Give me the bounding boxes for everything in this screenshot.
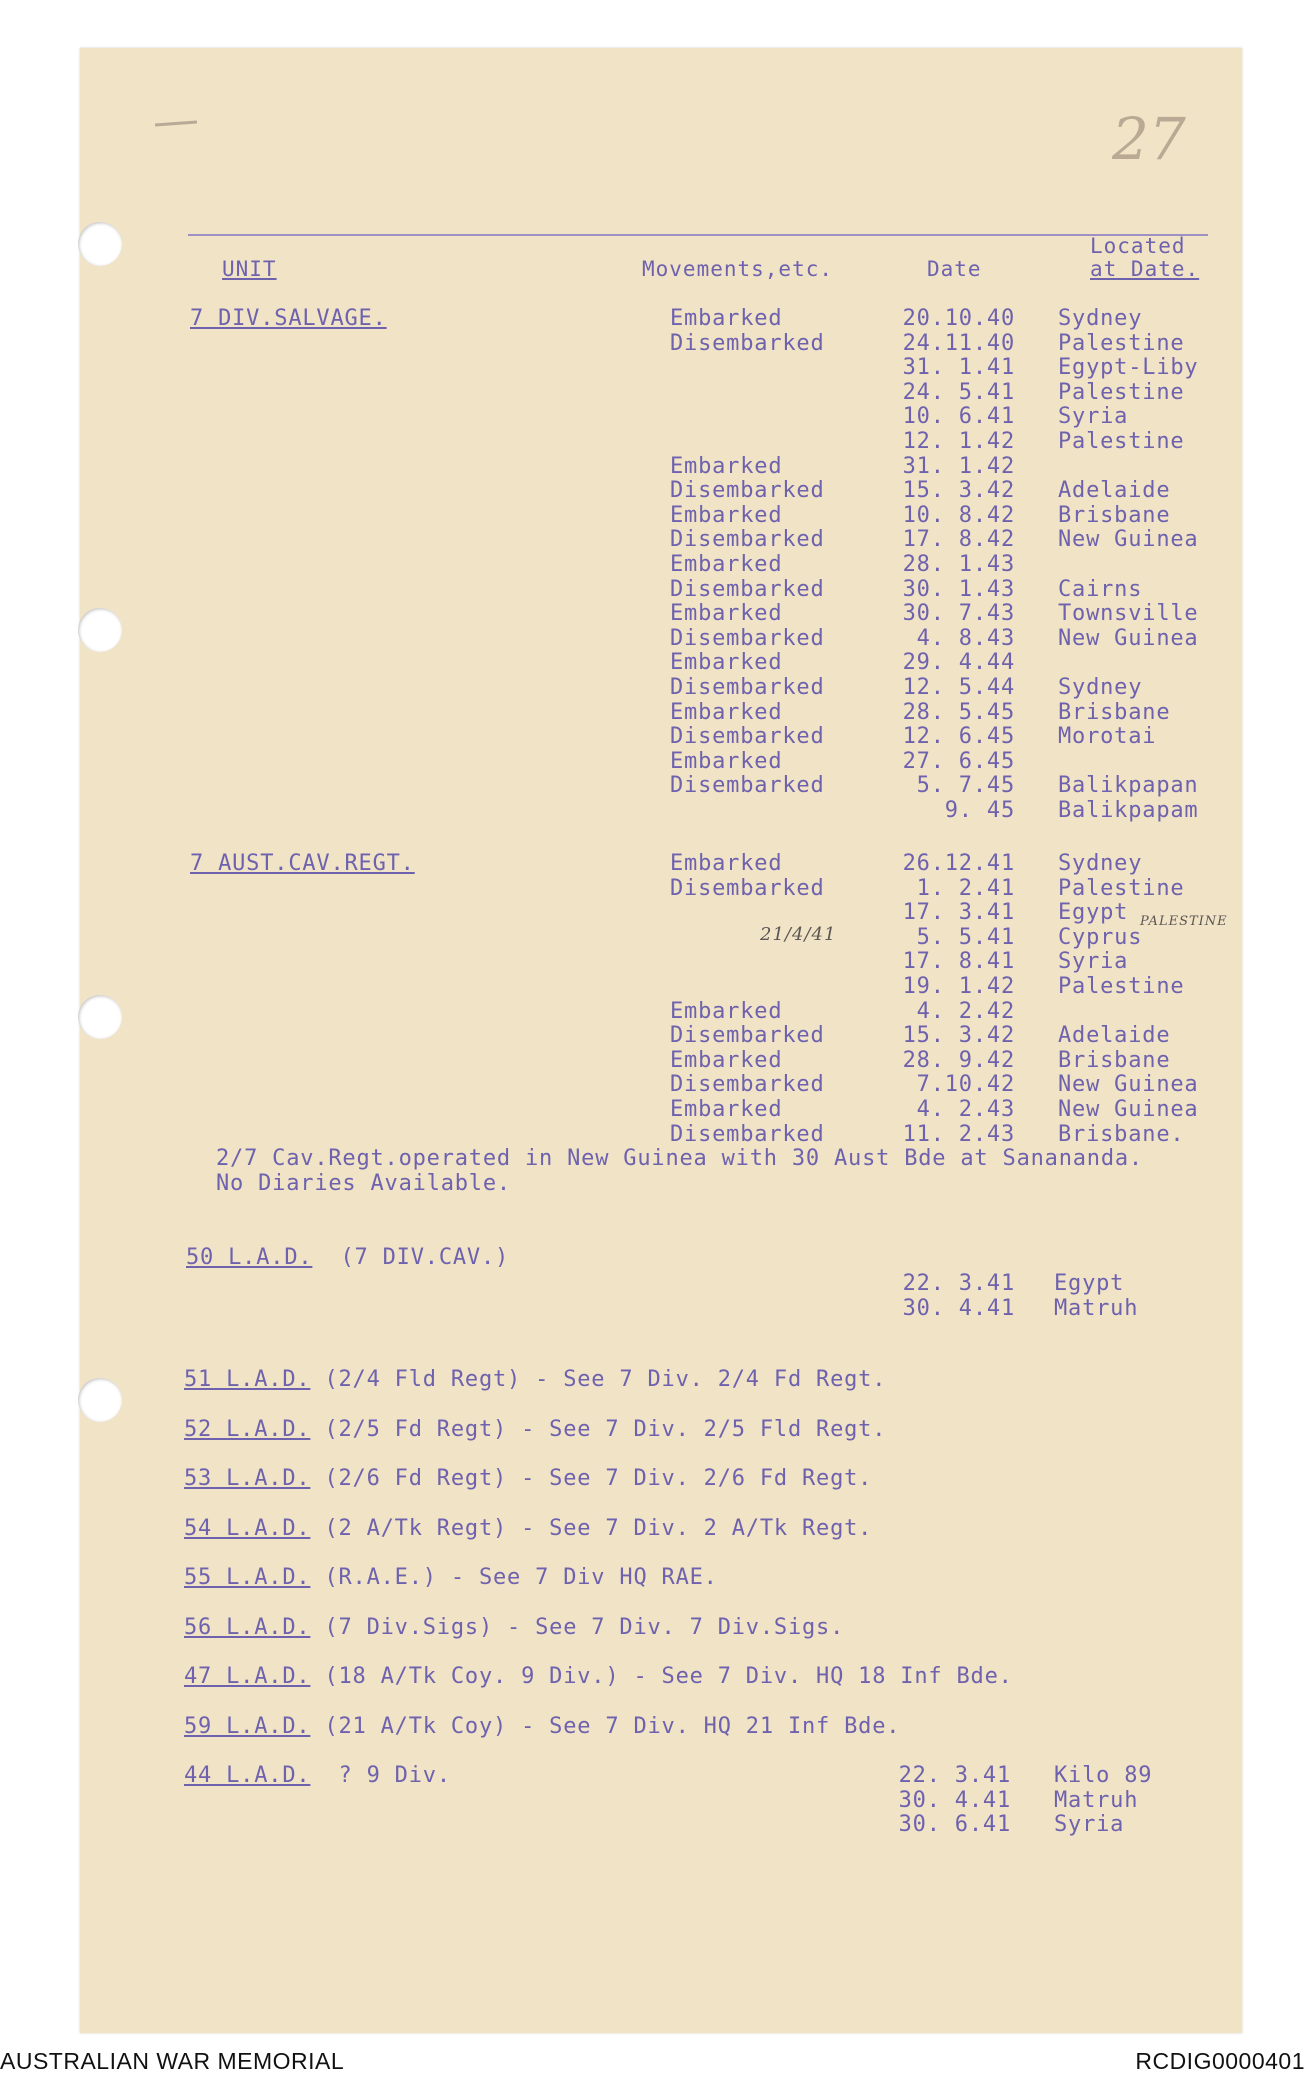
unit-name: 52 L.A.D. — [184, 1416, 311, 1442]
reference-row — [184, 1467, 872, 1492]
header-at-date: at Date. — [1090, 257, 1200, 281]
unit-name: 47 L.A.D. — [184, 1664, 311, 1689]
movements-column — [670, 852, 880, 1147]
salvage-location — [1058, 553, 1238, 578]
salvage-movement: Embarked — [670, 502, 783, 528]
cav-location: Brisbane. — [1058, 1121, 1185, 1147]
salvage-movement — [670, 356, 880, 381]
dates-column — [870, 852, 1015, 1147]
reference-row — [184, 1715, 900, 1740]
salvage-date: 24.11.40 — [902, 330, 1015, 356]
salvage-date: 10. 8.42 — [902, 502, 1015, 528]
cav-location: Syria — [1058, 949, 1129, 975]
salvage-date: 29. 4.44 — [902, 650, 1015, 676]
cav-date: 17. 8.41 — [902, 949, 1015, 975]
movements-column — [670, 307, 880, 823]
unit-name: 7 DIV.SALVAGE. — [190, 306, 387, 331]
lad44-date: 30. 4.41 — [898, 1787, 1011, 1813]
cav-date: 19. 1.42 — [902, 973, 1015, 999]
cav-location — [1058, 1000, 1238, 1025]
salvage-location — [1058, 651, 1238, 676]
footer-credit: AUSTRALIAN WAR MEMORIAL — [0, 2048, 345, 2074]
salvage-location: Balikpapam — [1058, 797, 1199, 823]
lad-entry — [186, 1246, 509, 1271]
salvage-date: 12. 5.44 — [902, 674, 1015, 700]
cav-location: Egypt — [1058, 900, 1129, 926]
salvage-location: Balikpapan — [1058, 773, 1199, 799]
cav-movement: Embarked — [670, 998, 783, 1024]
salvage-movement: Disembarked — [670, 674, 825, 700]
salvage-movement — [670, 799, 880, 824]
cav-date: 28. 9.42 — [902, 1047, 1015, 1073]
salvage-date: 27. 6.45 — [902, 748, 1015, 774]
salvage-date: 30. 7.43 — [902, 601, 1015, 627]
reference-row — [184, 1418, 886, 1443]
cav-date: 4. 2.42 — [916, 998, 1015, 1024]
salvage-date: 4. 8.43 — [916, 625, 1015, 651]
cav-movement: Embarked — [670, 1047, 783, 1073]
cav-date: 15. 3.42 — [902, 1023, 1015, 1049]
cav-movement — [670, 975, 880, 1000]
salvage-date: 10. 6.41 — [902, 404, 1015, 430]
reference-text: (2 A/Tk Regt) - See 7 Div. 2 A/Tk Regt. — [310, 1515, 873, 1541]
cav-location: Cyprus — [1058, 924, 1143, 950]
salvage-movement: Embarked — [670, 453, 783, 479]
note-line: 2/7 Cav.Regt.operated in New Guinea with 30 Aust Bde at Sanananda. — [216, 1146, 1143, 1171]
salvage-date: 12. 6.45 — [902, 724, 1015, 750]
locations-column — [1058, 852, 1238, 1147]
salvage-date: 5. 7.45 — [916, 773, 1015, 799]
salvage-movement: Disembarked — [670, 527, 825, 553]
salvage-date: 31. 1.42 — [902, 453, 1015, 479]
salvage-movement: Embarked — [670, 699, 783, 725]
punch-hole — [78, 608, 122, 652]
salvage-date: 15. 3.42 — [902, 478, 1015, 504]
dates-column — [870, 307, 1015, 823]
page-number: 27 — [1112, 105, 1186, 173]
salvage-date: 30. 1.43 — [902, 576, 1015, 602]
cav-date: 11. 2.43 — [902, 1121, 1015, 1147]
salvage-location: New Guinea — [1058, 527, 1199, 553]
cav-movement: Embarked — [670, 1096, 783, 1122]
cav-movement — [670, 950, 880, 975]
cav-date: 5. 5.41 — [916, 924, 1015, 950]
header-rule — [188, 234, 1208, 236]
locations-column — [1058, 307, 1238, 823]
cav-date: 7.10.42 — [916, 1072, 1015, 1098]
header-located: Located — [1090, 234, 1186, 258]
reference-row — [184, 1517, 872, 1542]
salvage-location: Adelaide — [1058, 478, 1171, 504]
reference-row — [184, 1368, 886, 1393]
salvage-movement: Embarked — [670, 551, 783, 577]
salvage-date: 17. 8.42 — [902, 527, 1015, 553]
salvage-movement: Embarked — [670, 650, 783, 676]
salvage-location: Sydney — [1058, 674, 1143, 700]
punch-hole — [78, 1378, 122, 1422]
salvage-location — [1058, 750, 1238, 775]
reference-row — [184, 1566, 718, 1591]
unit-name: 59 L.A.D. — [184, 1713, 311, 1739]
header-date: Date — [927, 257, 982, 281]
salvage-movement: Disembarked — [670, 724, 825, 750]
lad44-location: Kilo 89 — [1054, 1763, 1153, 1788]
cav-location: Sydney — [1058, 851, 1143, 876]
locations-column — [1054, 1272, 1234, 1321]
salvage-movement — [670, 430, 880, 455]
lad44-date: 22. 3.41 — [898, 1763, 1011, 1788]
unit-name: 55 L.A.D. — [184, 1565, 311, 1590]
cav-location: Palestine — [1058, 973, 1185, 999]
salvage-movement: Embarked — [670, 306, 783, 331]
salvage-location: Cairns — [1058, 576, 1143, 602]
unit-name: 56 L.A.D. — [184, 1614, 311, 1640]
unit-name: 53 L.A.D. — [184, 1466, 311, 1491]
reference-row — [184, 1616, 844, 1641]
salvage-location: Morotai — [1058, 724, 1157, 750]
reference-text: (2/4 Fld Regt) - See 7 Div. 2/4 Fd Regt. — [310, 1367, 887, 1392]
salvage-movement: Disembarked — [670, 330, 825, 356]
header-unit: UNIT — [222, 257, 277, 281]
cav-location: New Guinea — [1058, 1072, 1199, 1098]
header-movements: Movements,etc. — [642, 257, 834, 281]
salvage-location: Palestine — [1058, 379, 1185, 405]
unit-name: 50 L.A.D. — [186, 1245, 313, 1270]
lad-entry — [184, 1764, 451, 1789]
punch-hole — [78, 222, 122, 266]
cav-date: 1. 2.41 — [916, 875, 1015, 901]
unit-name: 54 L.A.D. — [184, 1515, 311, 1541]
cav-movement: Disembarked — [670, 1121, 825, 1147]
salvage-movement: Disembarked — [670, 576, 825, 602]
cav-location: Palestine — [1058, 875, 1185, 901]
salvage-movement — [670, 381, 880, 406]
salvage-location: Sydney — [1058, 306, 1143, 331]
handwritten-location: PALESTINE — [1140, 914, 1228, 929]
handwritten-date: 21/4/41 — [760, 924, 837, 945]
salvage-movement: Disembarked — [670, 773, 825, 799]
reference-text: (2/5 Fd Regt) - See 7 Div. 2/5 Fld Regt. — [310, 1416, 887, 1442]
cav-movement: Disembarked — [670, 1023, 825, 1049]
salvage-date: 9. 45 — [944, 797, 1015, 823]
salvage-movement: Embarked — [670, 601, 783, 627]
cav-location: New Guinea — [1058, 1096, 1199, 1122]
cav-movement: Disembarked — [670, 1072, 825, 1098]
salvage-location: New Guinea — [1058, 625, 1199, 651]
salvage-date: 12. 1.42 — [902, 428, 1015, 454]
reference-text: (2/6 Fd Regt) - See 7 Div. 2/6 Fd Regt. — [310, 1466, 873, 1491]
salvage-date: 28. 5.45 — [902, 699, 1015, 725]
cav-movement: Disembarked — [670, 875, 825, 901]
cav-movement: Embarked — [670, 851, 783, 876]
lad50-location: Egypt — [1054, 1271, 1125, 1296]
lad44-location: Syria — [1054, 1812, 1125, 1838]
lad50-date: 22. 3.41 — [902, 1271, 1015, 1296]
salvage-date: 31. 1.41 — [902, 355, 1015, 381]
locations-column — [1054, 1764, 1234, 1838]
salvage-location: Townsville — [1058, 601, 1199, 627]
reference-text: (18 A/Tk Coy. 9 Div.) - See 7 Div. HQ 18 Inf Bde. — [310, 1664, 1013, 1689]
salvage-location: Palestine — [1058, 330, 1185, 356]
dates-column — [866, 1764, 1011, 1838]
unit-name: 44 L.A.D. — [184, 1763, 311, 1788]
reference-text: (7 Div.Sigs) - See 7 Div. 7 Div.Sigs. — [310, 1614, 845, 1640]
punch-hole — [78, 995, 122, 1039]
salvage-movement: Embarked — [670, 748, 783, 774]
lad50-date: 30. 4.41 — [902, 1295, 1015, 1321]
dates-column — [870, 1272, 1015, 1321]
reference-text: (R.A.E.) - See 7 Div HQ RAE. — [310, 1565, 718, 1590]
unit-description: (7 DIV.CAV.) — [340, 1245, 510, 1270]
salvage-location — [1058, 455, 1238, 480]
cav-location: Brisbane — [1058, 1047, 1171, 1073]
cav-movement — [670, 901, 880, 926]
salvage-location: Egypt-Liby — [1058, 355, 1199, 381]
salvage-location: Syria — [1058, 404, 1129, 430]
salvage-location: Palestine — [1058, 428, 1185, 454]
salvage-date: 24. 5.41 — [902, 379, 1015, 405]
lad44-location: Matruh — [1054, 1787, 1139, 1813]
cav-location: Adelaide — [1058, 1023, 1171, 1049]
salvage-movement: Disembarked — [670, 478, 825, 504]
reference-row — [184, 1665, 1013, 1690]
salvage-location: Brisbane — [1058, 502, 1171, 528]
salvage-date: 28. 1.43 — [902, 551, 1015, 577]
note-line: No Diaries Available. — [216, 1171, 511, 1196]
cav-date: 4. 2.43 — [916, 1096, 1015, 1122]
cav-date: 26.12.41 — [902, 851, 1015, 876]
reference-text: (21 A/Tk Coy) - See 7 Div. HQ 21 Inf Bde. — [310, 1713, 901, 1739]
salvage-movement — [670, 405, 880, 430]
cav-date: 17. 3.41 — [902, 900, 1015, 926]
lad44-date: 30. 6.41 — [898, 1812, 1011, 1838]
unit-description: ? 9 Div. — [338, 1763, 451, 1788]
salvage-date: 20.10.40 — [902, 306, 1015, 331]
salvage-movement: Disembarked — [670, 625, 825, 651]
salvage-location: Brisbane — [1058, 699, 1171, 725]
lad50-location: Matruh — [1054, 1295, 1139, 1321]
footer-id: RCDIG0000401 — [1135, 2048, 1305, 2074]
unit-name: 51 L.A.D. — [184, 1367, 311, 1392]
unit-name: 7 AUST.CAV.REGT. — [190, 851, 415, 876]
